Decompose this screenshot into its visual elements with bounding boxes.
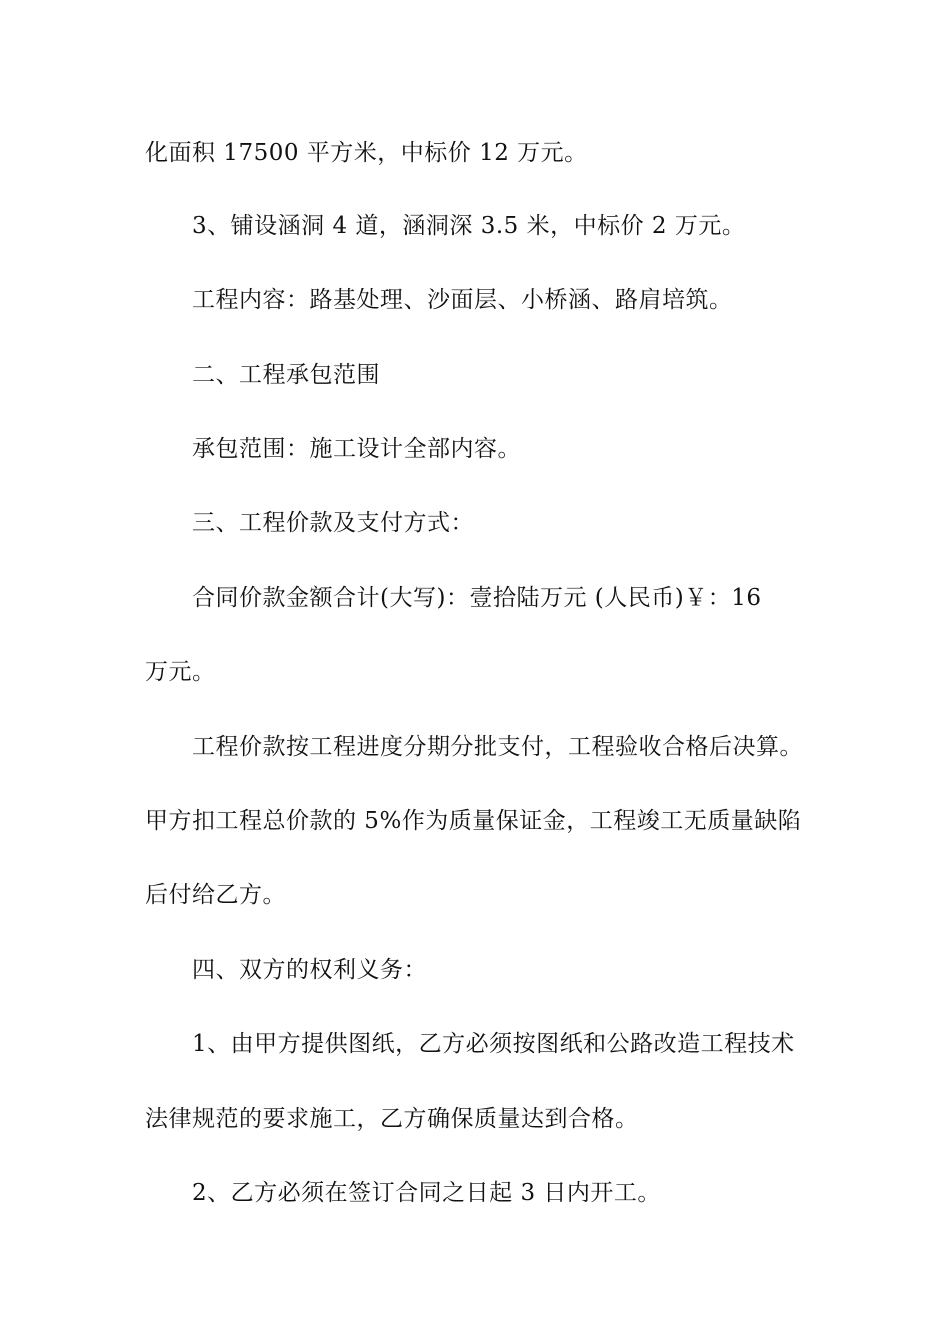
text-line: 1、由甲方提供图纸，乙方必须按图纸和公路改造工程技术 xyxy=(192,1031,795,1057)
text-line: 工程内容：路基处理、沙面层、小桥涵、路肩培筑。 xyxy=(192,287,733,313)
section-heading: 二、工程承包范围 xyxy=(192,362,380,388)
text-line: 承包范围：施工设计全部内容。 xyxy=(192,436,521,462)
section-heading: 三、工程价款及支付方式： xyxy=(192,510,474,536)
text-line: 工程价款按工程进度分期分批支付，工程验收合格后决算。 xyxy=(192,734,803,760)
text-line: 万元。 xyxy=(145,659,216,685)
text-line: 甲方扣工程总价款的 5%作为质量保证金，工程竣工无质量缺陷 xyxy=(145,808,802,834)
text-line: 合同价款金额合计(大写)：壹拾陆万元 (人民币)￥：16 xyxy=(192,585,762,611)
text-line: 3、铺设涵洞 4 道，涵洞深 3.5 米，中标价 2 万元。 xyxy=(192,213,746,239)
text-line: 化面积 17500 平方米，中标价 12 万元。 xyxy=(145,140,588,166)
text-line: 后付给乙方。 xyxy=(145,882,286,908)
text-line: 法律规范的要求施工，乙方确保质量达到合格。 xyxy=(145,1106,639,1132)
text-line: 2、乙方必须在签订合同之日起 3 日内开工。 xyxy=(192,1180,661,1206)
section-heading: 四、双方的权利义务： xyxy=(192,957,427,983)
